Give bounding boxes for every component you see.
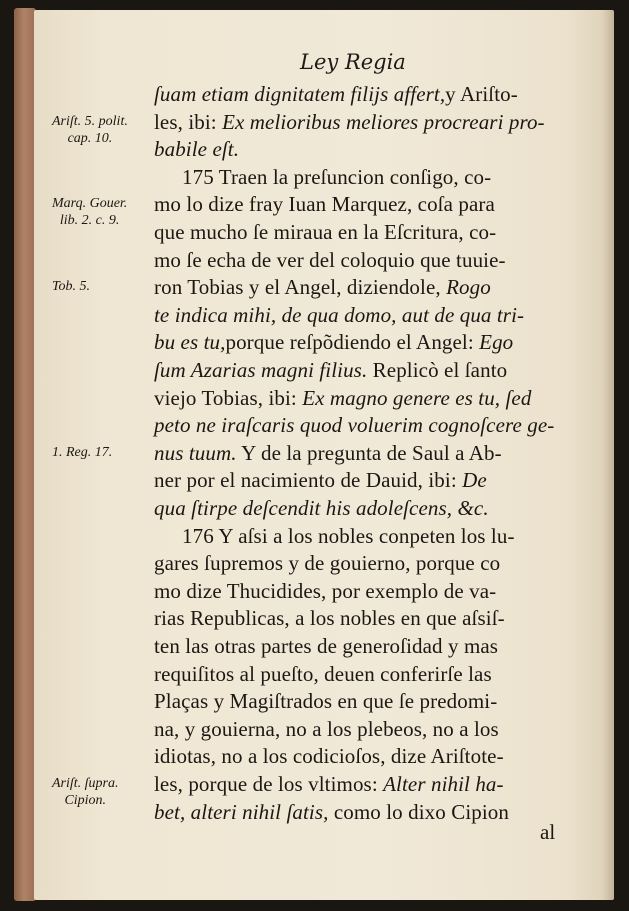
text-span: viejo Tobias, ibi: [154, 385, 303, 410]
latin-quote: babile eſt. [154, 137, 240, 162]
margin-note-line: Ariſt. ſupra. [52, 776, 119, 791]
latin-quote: ſum Azarias magni filius. [154, 358, 368, 382]
latin-quote: Ex magno genere es tu, ſed [302, 385, 532, 410]
text-span: mo ſe echa de ver del coloquio que tuuie- [154, 247, 506, 272]
text-line [154, 303, 524, 328]
margin-note [52, 444, 112, 461]
latin-quote: bet, alteri nihil ſatis, [154, 799, 329, 824]
page-edge-shadow [602, 10, 614, 900]
text-line [154, 413, 554, 438]
text-line [154, 689, 497, 714]
text-line [154, 634, 498, 659]
text-span: mo dize Thucidides, por exemplo de va- [154, 578, 497, 603]
text-line [154, 551, 500, 576]
text-line [154, 662, 492, 687]
text-line [154, 330, 513, 355]
text-span: gares ſupremos y de gouierno, porque co [154, 551, 501, 576]
text-line [154, 579, 496, 604]
text-line [154, 496, 489, 521]
text-span: Y de la pregunta de Saul a Ab- [236, 440, 502, 465]
text-line [154, 606, 505, 631]
text-line [154, 82, 518, 107]
text-span: ron Tobias y el Angel, diziendole, [154, 275, 447, 300]
text-line [154, 441, 502, 466]
text-span: porque reſpõdiendo el Angel: [225, 330, 480, 355]
latin-quote: Alter nihil ha- [383, 772, 504, 796]
text-span: ten las otras partes de generoſidad y mas [154, 634, 499, 658]
text-span: requiſitos al pueſto, deuen conferirſe las [154, 661, 492, 686]
latin-quote: bu es tu, [154, 330, 226, 355]
text-line [154, 468, 487, 493]
text-line [154, 192, 495, 217]
text-line [154, 137, 239, 162]
text-span: y Ariſto- [445, 82, 518, 106]
text-line [154, 248, 506, 273]
margin-note-line: Ariſt. 5. polit. [52, 113, 128, 129]
text-span: 176 Y aſsi a los nobles conpeten los lu- [182, 523, 515, 548]
text-line [154, 744, 504, 769]
catchword: al [540, 820, 556, 844]
text-span: ner por el nacimiento de Dauid, ibi: [154, 468, 463, 493]
margin-note-line: Cipion. [64, 793, 107, 808]
text-line [154, 110, 545, 135]
latin-quote: ſuam etiam dignitatem filijs affert, [154, 82, 446, 106]
latin-quote: Rogo [446, 275, 491, 300]
latin-quote: Ex melioribus meliores procreari pro- [222, 109, 545, 134]
margin-note [52, 278, 90, 295]
latin-quote: De [462, 468, 487, 493]
text-span: Plaças y Magiſtrados en que ſe predomi- [154, 689, 498, 714]
text-line [154, 275, 491, 300]
margin-note [52, 113, 128, 147]
latin-quote: te indica mihi, de qua domo, aut de qua tri- [154, 302, 525, 327]
text-span: Replicò el ſanto [367, 358, 508, 382]
text-line [154, 772, 504, 797]
latin-quote: qua ſtirpe deſcendit his adoleſcens, &c. [154, 496, 489, 520]
text-span: mo lo dize fray Iuan Marquez, coſa para [154, 192, 495, 217]
text-span: que mucho ſe miraua en la Eſcritura, co- [154, 220, 497, 244]
text-line [154, 358, 507, 383]
text-line [154, 717, 499, 742]
margin-note-line: lib. 2. c. 9. [59, 213, 120, 229]
margin-note-line: Tob. 5. [52, 279, 91, 295]
text-line [154, 386, 531, 411]
text-line [154, 220, 496, 245]
margin-note-line: cap. 10. [67, 130, 113, 146]
book-spine [14, 8, 36, 901]
latin-quote: Ego [479, 330, 514, 355]
margin-note [52, 775, 119, 809]
text-line [154, 800, 509, 825]
margin-note [52, 195, 127, 229]
text-span: rias Republicas, a los nobles en que aſsiſ- [154, 606, 505, 631]
text-span: na, y gouierna, no a los plebeos, no a los [154, 716, 499, 741]
latin-quote: nus tuum. [154, 440, 237, 465]
text-span: les, porque de los vltimos: [154, 772, 384, 796]
margin-note-line: 1. Reg. 17. [52, 444, 113, 460]
text-span: les, ibi: [154, 109, 223, 134]
text-line [182, 165, 491, 190]
running-head: Ley Regia [300, 50, 406, 74]
text-span: idiotas, no a los codicioſos, dize Ariſtote- [154, 744, 504, 769]
text-span: como lo dixo Cipion [328, 799, 509, 824]
latin-quote: peto ne iraſcaris quod voluerim cognoſcere ge- [154, 413, 555, 438]
text-line [182, 524, 515, 549]
margin-note-line: Marq. Gouer. [52, 196, 128, 212]
text-span: 175 Traen la preſuncion conſigo, co- [182, 164, 492, 189]
